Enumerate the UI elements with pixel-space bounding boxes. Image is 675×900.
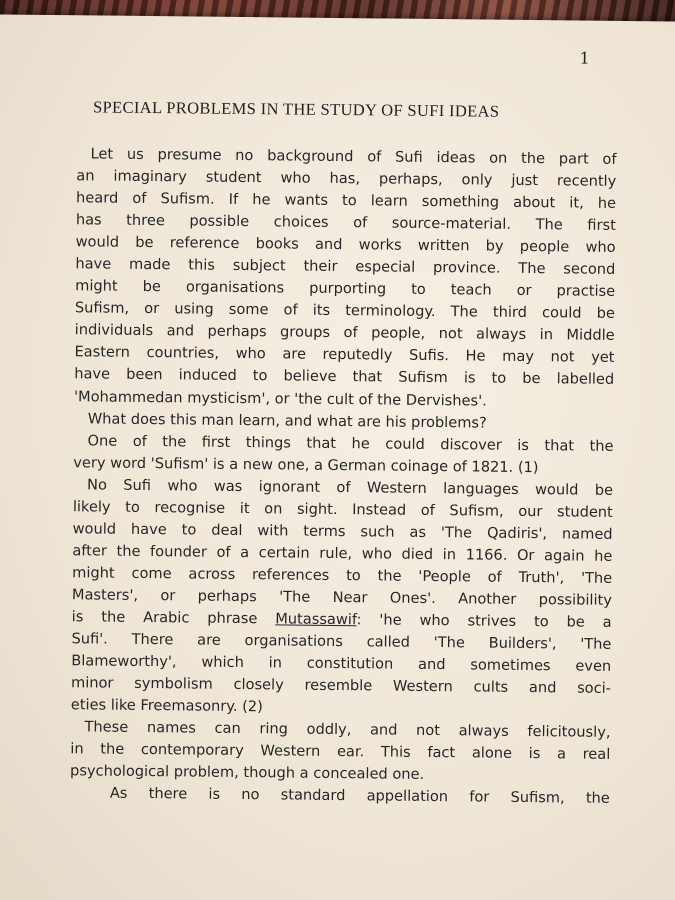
text-line: has three possible choices of source-material. The first: [75, 211, 616, 235]
text-line: Let us presume no background of Sufi ideas on the part of: [90, 145, 617, 168]
text-line: psychological problem, though a concealed one.: [70, 762, 425, 784]
text-line: What does this man learn, and what are his problems?: [87, 409, 487, 432]
text-line: might be organisations purporting to teach or practise: [75, 277, 616, 301]
text-line: would be reference books and works written by people who: [75, 233, 616, 257]
text-line: after the founder of a certain rule, who died in 1166. Or again he: [72, 542, 613, 565]
text-line: likely to recognise it on sight. Instead of Sufism, our student: [72, 497, 613, 521]
text-line: Sufism, or using some of its terminology. The third could be: [74, 299, 616, 323]
text-line: 'Mohammedan mysticism', or 'the cult of the Dervishes'.: [73, 387, 487, 410]
book-page: [0, 14, 675, 900]
text-line: might come across references to the 'People of Truth', 'The: [72, 564, 613, 587]
text-line: have been induced to believe that Sufism is to be labelled: [74, 365, 615, 389]
body-text: [70, 143, 617, 810]
text-line: As there is no standard appellation for Sufism, the: [109, 784, 610, 808]
text-line: an imaginary student who has, perhaps, only just recently: [76, 167, 617, 190]
text-line: Blameworthy', which in constitution and sometimes even: [71, 652, 612, 675]
text-line: heard of Sufism. If he wants to learn something about it, he: [76, 189, 617, 212]
text-line: Eastern countries, who are reputedly Sufis. He may not yet: [74, 343, 615, 367]
text-line: No Sufi who was ignorant of Western languages would be: [87, 476, 614, 499]
text-line: Masters', or perhaps 'The Near Ones'. Another possibility: [71, 586, 613, 609]
page-number: 1: [579, 48, 590, 68]
text-line: minor symbolism closely resemble Western cults and soci-: [70, 674, 612, 697]
text-line: would have to deal with terms such as 'The Qadiris', named: [72, 520, 613, 543]
text-line: is the Arabic phrase Mutassawif: 'he who strives to be a: [71, 608, 612, 631]
underlined-term: Mutassawif: [275, 610, 357, 629]
text-line: eties like Freemasonry. (2): [70, 696, 263, 716]
text-line: very word 'Sufism' is a new one, a German coinage of 1821. (1): [73, 453, 539, 476]
text-line: These names can ring oddly, and not always felicitously,: [84, 718, 611, 742]
chapter-heading: SPECIAL PROBLEMS IN THE STUDY OF SUFI IDEAS: [92, 97, 500, 121]
text-line: Sufi'. There are organisations called 'The Builders', 'The: [71, 630, 612, 653]
text-line: have made this subject their especial province. The second: [75, 255, 616, 279]
text-line: in the contemporary Western ear. This fact alone is a real: [70, 740, 611, 764]
text-line: One of the first things that he could discover is that the: [87, 431, 614, 455]
text-line: individuals and perhaps groups of people, not always in Middle: [74, 321, 615, 345]
